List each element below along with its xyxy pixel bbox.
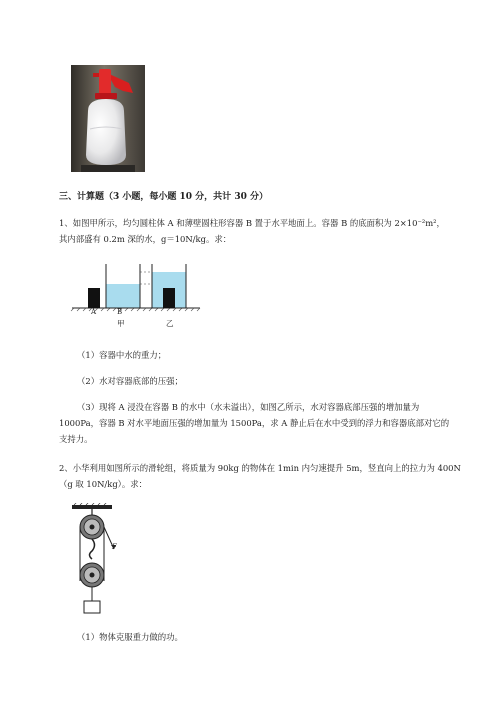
label-a: A — [91, 308, 97, 316]
spray-bottle-photo — [71, 65, 145, 172]
label-yi: 乙 — [166, 319, 174, 328]
section-heading: 三、计算题（3 小题，每小题 10 分，共计 30 分） — [59, 192, 268, 202]
q2-line-2: （g 取 10N/kg）。求： — [59, 479, 147, 489]
pulley-figure — [68, 503, 128, 615]
q1-sub-3-line-1: （3）现将 A 浸没在容器 B 的水中（水未溢出），如图乙所示，水对容器底部压强的增加量为 — [77, 402, 420, 412]
q1-line-2: 其内部盛有 0.2m 深的水，g＝10N/kg。求： — [59, 234, 232, 244]
q1-sub-3-line-3: 支持力。 — [59, 434, 93, 444]
q2-sub-1: （1）物体克服重力做的功。 — [77, 632, 183, 642]
q1-line-1: 1、如图甲所示，均匀圆柱体 A 和薄壁圆柱形容器 B 置于水平地面上。容器 B 的底面积为 2×10⁻²m²， — [59, 218, 445, 228]
q1-sub-1: （1）容器中水的重力； — [77, 350, 167, 360]
label-b: B — [117, 308, 123, 316]
q2-line-1: 2、小华利用如图所示的滑轮组，将质量为 90kg 的物体在 1min 内匀速提升 5m，竖直向上的拉力为 400N — [59, 463, 461, 473]
label-f: F — [112, 543, 117, 551]
q1-sub-2: （2）水对容器底部的压强； — [77, 376, 183, 386]
q1-sub-3-line-2: 1000Pa，容器 B 对水平地面压强的增加量为 1500Pa，求 A 静止后在水中受到的浮力和容器底部对它的 — [59, 418, 450, 428]
q1-figure — [70, 258, 202, 336]
label-jia: 甲 — [117, 319, 125, 328]
